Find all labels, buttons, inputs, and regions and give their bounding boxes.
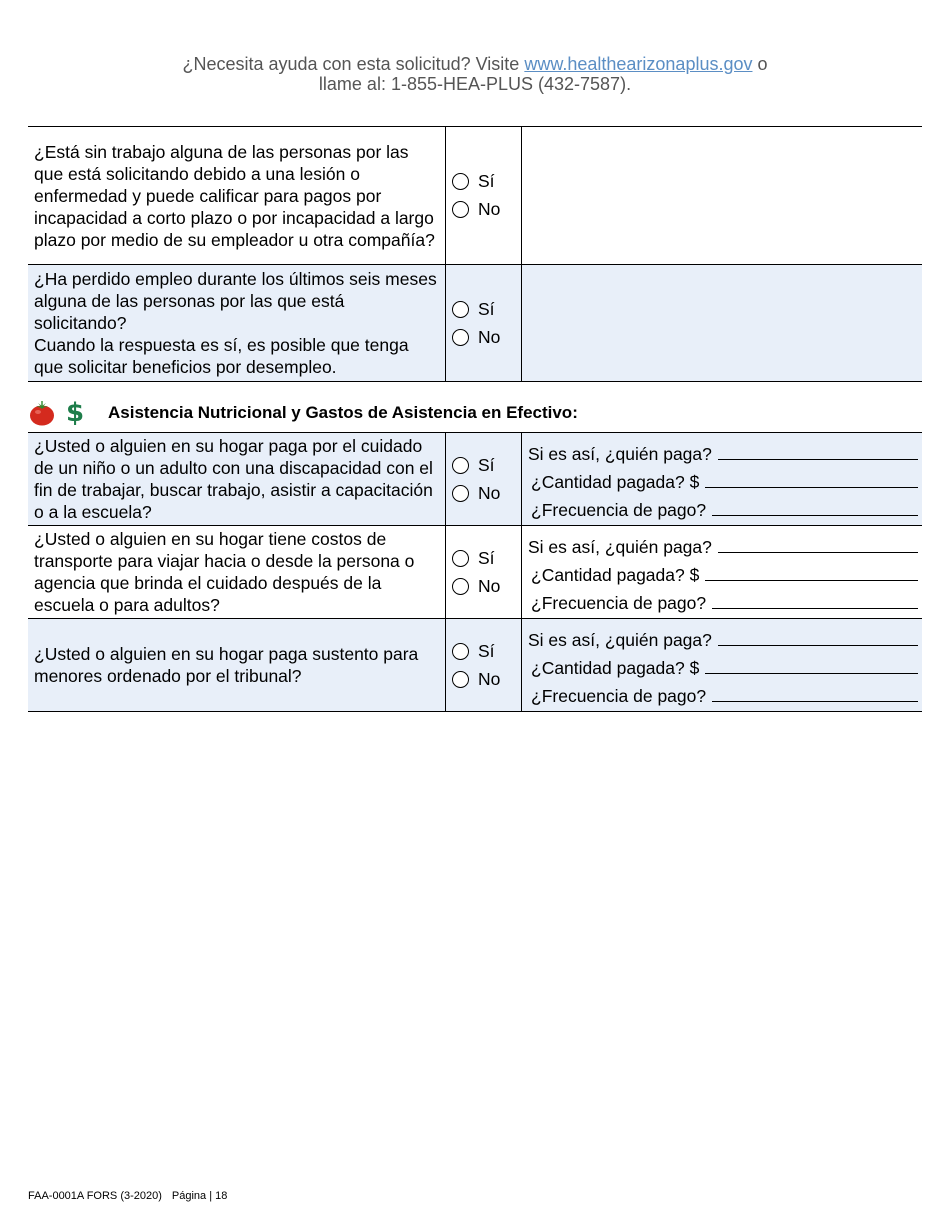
amount-paid-label: ¿Cantidad pagada? $	[531, 658, 700, 678]
amount-paid-input[interactable]	[705, 487, 918, 488]
frequency-label: ¿Frecuencia de pago?	[531, 500, 707, 520]
amount-paid-label: ¿Cantidad pagada? $	[531, 472, 700, 492]
question-text: ¿Ha perdido empleo durante los últimos seis meses alguna de las personas por las que está solicitando?	[34, 269, 437, 333]
phone-line: llame al: 1-855-HEA-PLUS (432-7587).	[318, 74, 632, 94]
yes-radio[interactable]	[452, 457, 469, 474]
yes-radio[interactable]	[452, 643, 469, 660]
no-label: No	[478, 482, 501, 503]
tomato-icon	[28, 399, 56, 427]
frequency-input[interactable]	[712, 608, 918, 609]
help-text: ¿Necesita ayuda con esta solicitud? Visite	[182, 54, 520, 74]
who-pays-label: Si es así, ¿quién paga?	[528, 537, 712, 557]
yes-no-options	[446, 433, 522, 526]
question-text: ¿Usted o alguien en su hogar paga sustento para menores ordenado por el tribunal?	[28, 619, 446, 712]
yes-option[interactable]	[452, 544, 521, 572]
yes-no-options	[446, 619, 522, 712]
employment-questions-table	[28, 126, 922, 382]
amount-paid-field[interactable]	[528, 465, 918, 493]
no-option[interactable]	[452, 323, 521, 351]
who-pays-label: Si es así, ¿quién paga?	[528, 444, 712, 464]
amount-paid-field[interactable]	[528, 651, 918, 679]
question-note: Cuando la respuesta es sí, es posible que tenga que solicitar beneficios por desempleo.	[34, 335, 409, 377]
yes-option[interactable]	[452, 168, 521, 196]
empty-detail-cell	[522, 265, 923, 382]
detail-fields	[522, 526, 923, 619]
empty-detail-cell	[522, 127, 923, 265]
yes-label: Sí	[478, 640, 495, 661]
yes-radio[interactable]	[452, 173, 469, 190]
yes-option[interactable]	[452, 451, 521, 479]
amount-paid-input[interactable]	[705, 673, 918, 674]
section-title: Asistencia Nutricional y Gastos de Asistencia en Efectivo:	[108, 403, 578, 422]
who-pays-input[interactable]	[718, 645, 918, 646]
who-pays-field[interactable]	[528, 623, 918, 651]
amount-paid-label: ¿Cantidad pagada? $	[531, 565, 700, 585]
yes-no-options	[446, 526, 522, 619]
who-pays-input[interactable]	[718, 459, 918, 460]
frequency-input[interactable]	[712, 701, 918, 702]
no-label: No	[478, 199, 501, 219]
yes-radio[interactable]	[452, 550, 469, 567]
yes-label: Sí	[478, 454, 495, 475]
frequency-field[interactable]	[528, 586, 918, 614]
section-heading	[28, 396, 922, 430]
no-radio[interactable]	[452, 485, 469, 502]
frequency-field[interactable]	[528, 679, 918, 707]
table-row	[28, 526, 922, 619]
yes-no-options	[446, 265, 522, 382]
no-option[interactable]	[452, 479, 521, 507]
page-footer	[28, 1190, 227, 1202]
question-text: ¿Usted o alguien en su hogar tiene costos de transporte para viajar hacia o desde la persona o agencia que brinda el cuidado después de la escuela o para adultos?	[28, 526, 446, 619]
question-text: ¿Usted o alguien en su hogar paga por el cuidado de un niño o un adulto con una discapacidad con el fin de trabajar, buscar trabajo, asistir a capacitación o a la escuela?	[28, 433, 446, 526]
no-radio[interactable]	[452, 578, 469, 595]
yes-radio[interactable]	[452, 301, 469, 318]
yes-option[interactable]	[452, 295, 521, 323]
amount-paid-field[interactable]	[528, 558, 918, 586]
frequency-label: ¿Frecuencia de pago?	[531, 593, 707, 613]
question-text: ¿Está sin trabajo alguna de las personas por las que está solicitando debido a una lesión o enfermedad y puede calificar para pagos por incapacidad a corto plazo o por incapacidad a largo plazo por medio de su empleador u otra compañía?	[28, 127, 446, 265]
frequency-input[interactable]	[712, 515, 918, 516]
yes-label: Sí	[478, 547, 495, 568]
question-cell	[28, 265, 446, 382]
no-radio[interactable]	[452, 671, 469, 688]
page-number: Página | 18	[171, 1190, 228, 1202]
yes-label: Sí	[478, 171, 495, 191]
table-row	[28, 127, 922, 265]
who-pays-field[interactable]	[528, 530, 918, 558]
detail-fields	[522, 433, 923, 526]
frequency-label: ¿Frecuencia de pago?	[531, 686, 707, 706]
no-label: No	[478, 575, 501, 596]
frequency-field[interactable]	[528, 493, 918, 521]
no-label: No	[478, 668, 501, 689]
form-id: FAA-0001A FORS (3-2020)	[28, 1190, 162, 1202]
dollar-icon: $	[66, 398, 85, 428]
detail-fields	[522, 619, 923, 712]
amount-paid-input[interactable]	[705, 580, 918, 581]
table-row	[28, 433, 922, 526]
no-radio[interactable]	[452, 201, 469, 218]
yes-label: Sí	[478, 298, 495, 319]
no-radio[interactable]	[452, 329, 469, 346]
who-pays-input[interactable]	[718, 552, 918, 553]
yes-option[interactable]	[452, 637, 521, 665]
no-option[interactable]	[452, 665, 521, 693]
expense-questions-table	[28, 432, 922, 712]
no-option[interactable]	[452, 572, 521, 600]
section-icons	[28, 399, 108, 427]
help-header	[0, 54, 950, 94]
website-link[interactable]: www.healthearizonaplus.gov	[524, 54, 753, 74]
no-label: No	[478, 326, 501, 347]
who-pays-label: Si es así, ¿quién paga?	[528, 630, 712, 650]
table-row	[28, 619, 922, 712]
help-text-suffix: o	[757, 54, 768, 74]
yes-no-options	[446, 127, 522, 265]
who-pays-field[interactable]	[528, 437, 918, 465]
no-option[interactable]	[452, 196, 521, 224]
table-row	[28, 265, 922, 382]
